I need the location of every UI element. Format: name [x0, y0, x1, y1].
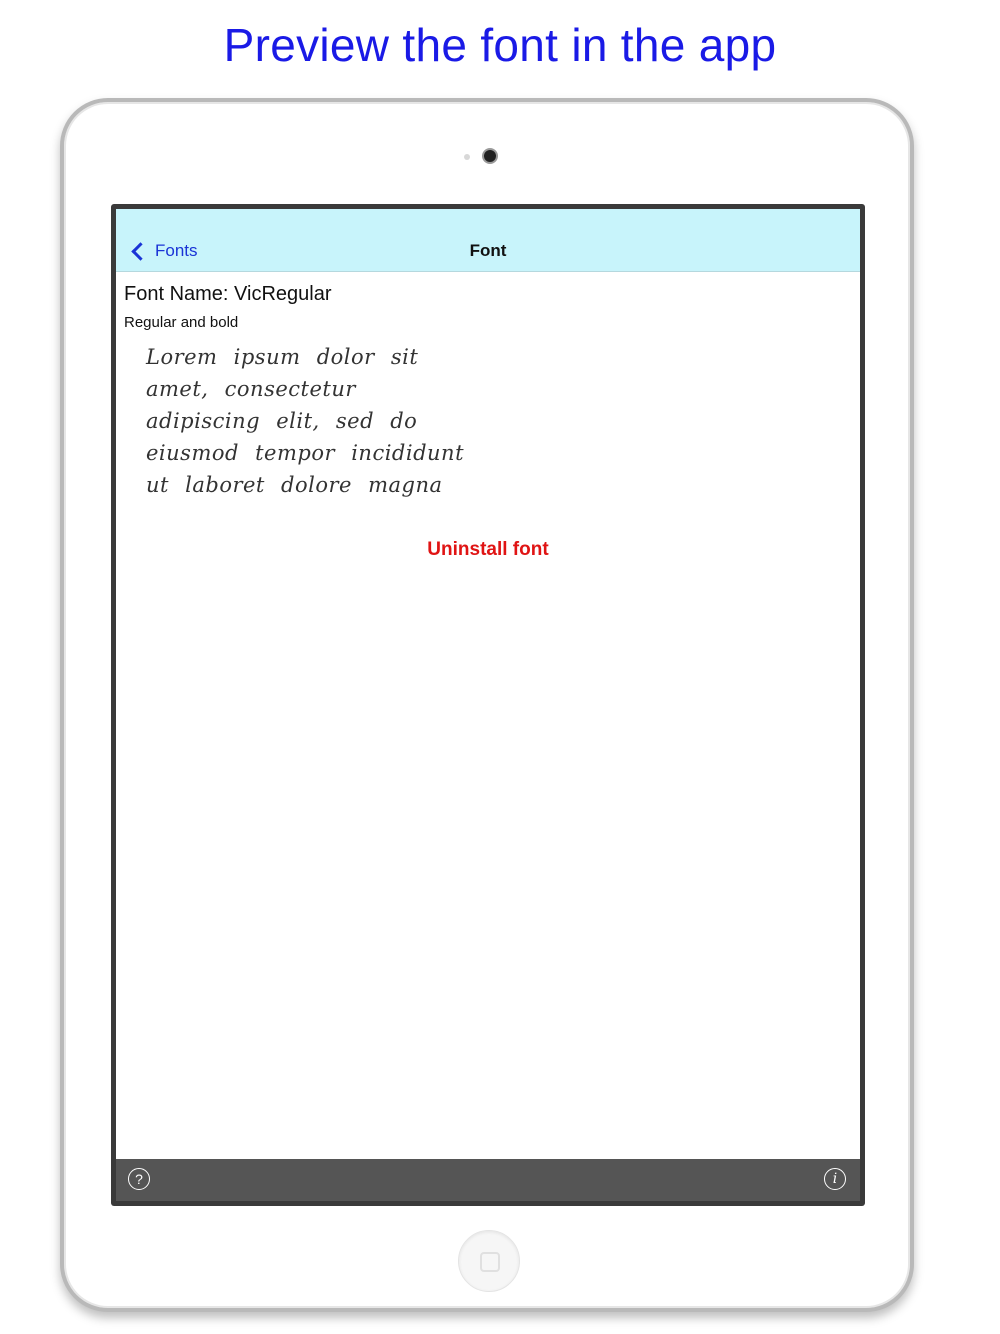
promo-headline: Preview the font in the app — [223, 19, 777, 71]
home-square-icon — [480, 1252, 500, 1272]
preview-line: amet, consectetur — [146, 377, 356, 401]
preview-line: Lorem ipsum dolor sit — [146, 345, 419, 369]
app-view — [116, 209, 860, 1201]
font-description: Regular and bold — [124, 314, 239, 331]
preview-line: adipiscing elit, sed do — [146, 409, 418, 433]
camera-icon — [484, 150, 496, 162]
font-preview-image — [142, 337, 465, 507]
info-icon[interactable]: i — [824, 1168, 846, 1190]
font-name-label: Font Name: VicRegular — [124, 283, 332, 305]
light-sensor — [464, 154, 470, 160]
page-title: Font — [469, 241, 507, 260]
bottom-toolbar — [116, 1159, 860, 1201]
device-screen — [111, 204, 865, 1206]
uninstall-font-button[interactable]: Uninstall font — [427, 539, 549, 560]
preview-line: ut laboret dolore magna — [146, 473, 443, 497]
navigation-bar — [116, 209, 860, 272]
home-button[interactable] — [458, 1230, 520, 1292]
back-button-label: Fonts — [155, 241, 198, 260]
help-icon[interactable]: ? — [128, 1168, 150, 1190]
preview-line: eiusmod tempor incididunt — [146, 441, 465, 465]
